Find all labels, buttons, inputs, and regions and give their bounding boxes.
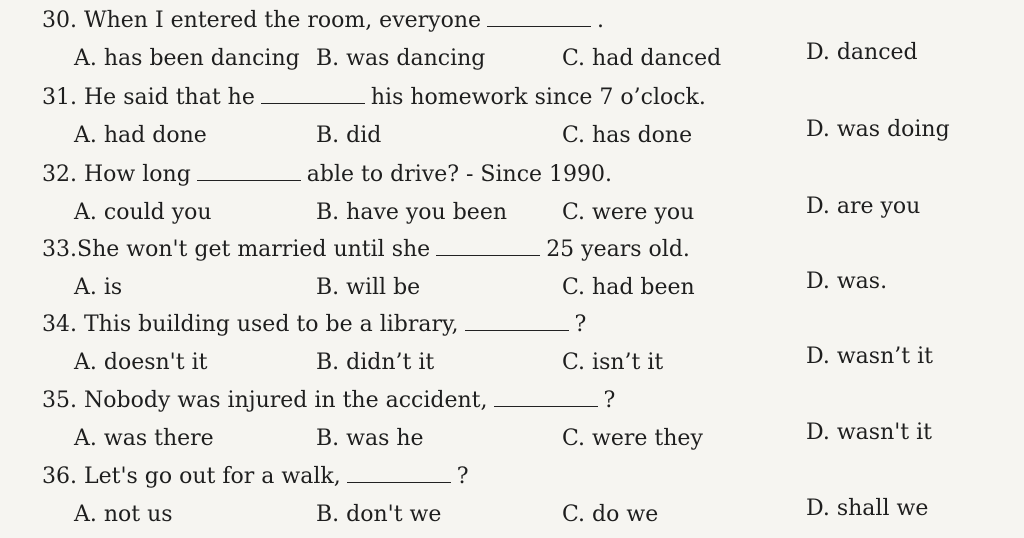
question-30 [0,6,1024,82]
question-stem [42,160,612,190]
option-b[interactable]: B. didn’t it [316,350,435,375]
option-d[interactable]: D. wasn't it [806,420,933,445]
question-number: 33. [42,237,77,262]
option-a[interactable]: A. doesn't it [74,350,208,375]
question-number: 36. [42,464,77,489]
option-c[interactable]: C. has done [562,123,693,148]
answer-blank[interactable] [347,464,451,483]
option-c[interactable]: C. were you [562,200,695,225]
question-text-after: 25 years old. [546,237,690,262]
option-c[interactable]: C. had been [562,275,695,300]
question-stem [42,83,706,113]
option-c[interactable]: C. had danced [562,46,722,71]
answer-blank[interactable] [436,237,540,256]
option-b[interactable]: B. did [316,123,382,148]
option-b[interactable]: B. will be [316,275,421,300]
question-text-after: ? [456,464,469,489]
question-stem [42,6,604,36]
question-stem [42,235,690,265]
option-d[interactable]: D. danced [806,40,918,65]
question-number: 32. [42,162,77,187]
option-b[interactable]: B. was dancing [316,46,486,71]
answer-blank[interactable] [494,388,598,407]
question-text-before: This building used to be a library, [84,312,459,337]
answer-blank[interactable] [487,8,591,27]
question-text-before: He said that he [84,85,255,110]
question-33 [0,235,1024,311]
answer-blank[interactable] [197,162,301,181]
question-text-before: When I entered the room, everyone [84,8,482,33]
option-c[interactable]: C. isn’t it [562,350,664,375]
option-d[interactable]: D. shall we [806,496,929,521]
question-text-after: . [597,8,605,33]
question-number: 35. [42,388,77,413]
option-a[interactable]: A. not us [74,502,173,527]
question-36 [0,462,1024,538]
question-text-after: his homework since 7 o’clock. [370,85,706,110]
question-text-before: She won't get married until she [77,237,431,262]
question-stem [42,462,468,492]
option-b[interactable]: B. was he [316,426,424,451]
question-text-before: How long [84,162,191,187]
question-text-after: ? [574,312,587,337]
question-stem [42,386,615,416]
question-number: 30. [42,8,77,33]
question-31 [0,83,1024,159]
option-b[interactable]: B. have you been [316,200,508,225]
option-d[interactable]: D. are you [806,194,921,219]
option-d[interactable]: D. was doing [806,117,950,142]
answer-blank[interactable] [465,312,569,331]
question-number: 31. [42,85,77,110]
option-a[interactable]: A. had done [74,123,207,148]
question-35 [0,386,1024,462]
question-32 [0,160,1024,236]
option-a[interactable]: A. has been dancing [74,46,300,71]
question-text-before: Nobody was injured in the accident, [84,388,488,413]
option-b[interactable]: B. don't we [316,502,442,527]
option-c[interactable]: C. were they [562,426,703,451]
option-a[interactable]: A. could you [74,200,212,225]
question-text-before: Let's go out for a walk, [84,464,341,489]
option-a[interactable]: A. was there [74,426,214,451]
question-number: 34. [42,312,77,337]
option-a[interactable]: A. is [74,275,123,300]
answer-blank[interactable] [261,85,365,104]
question-text-after: ? [603,388,616,413]
question-stem [42,310,586,340]
question-34 [0,310,1024,386]
question-text-after: able to drive? - Since 1990. [306,162,613,187]
option-c[interactable]: C. do we [562,502,659,527]
option-d[interactable]: D. was. [806,269,888,294]
option-d[interactable]: D. wasn’t it [806,344,933,369]
